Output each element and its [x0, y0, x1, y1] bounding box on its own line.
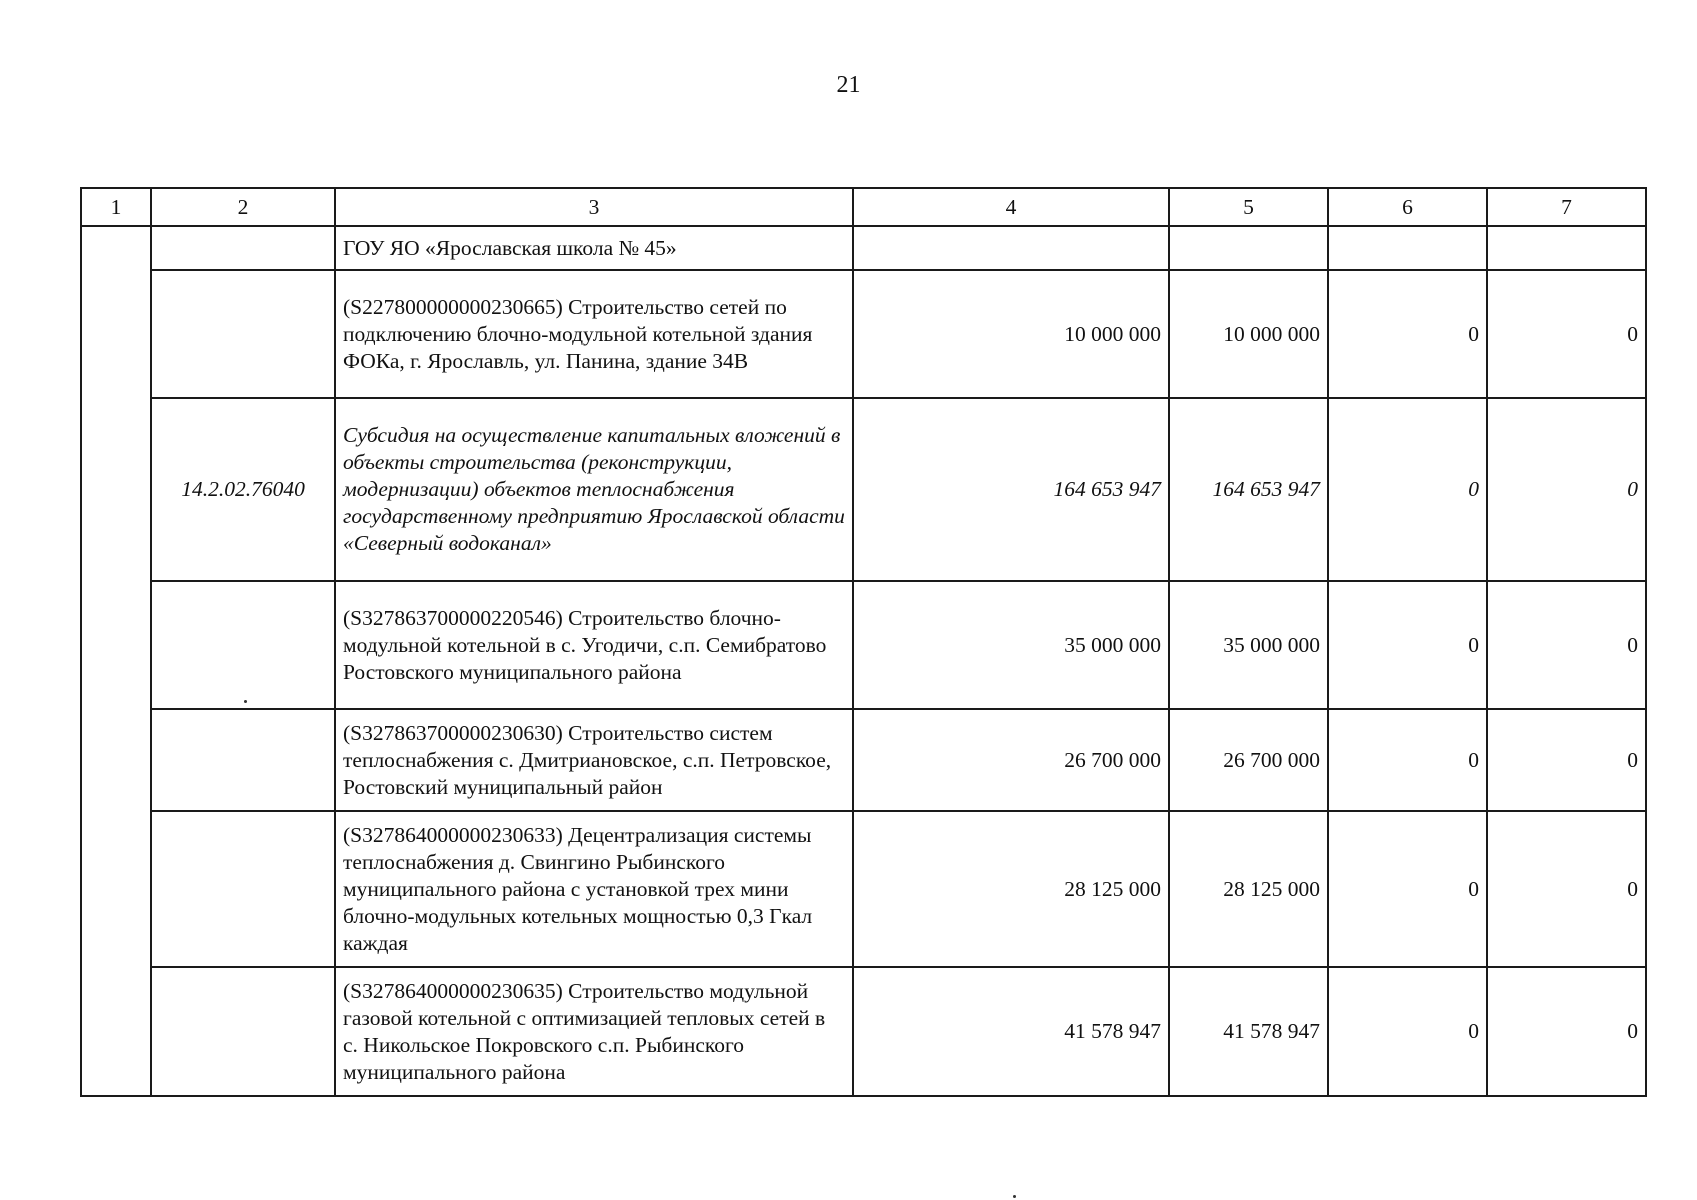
row-description-cell: (S327863700000220546) Строительство блочно-модульной котельной в с. Угодичи, с.п. Семибратово Ростовского муниципального района — [335, 581, 853, 709]
row-code-cell — [151, 581, 335, 709]
row-col4-value — [853, 226, 1169, 270]
row-code-cell — [151, 270, 335, 398]
scan-speck — [1013, 1195, 1016, 1198]
row-col6-value: 0 — [1328, 811, 1487, 967]
column-header-5: 5 — [1169, 188, 1328, 226]
table-row — [81, 581, 1646, 709]
row-code-cell — [151, 709, 335, 811]
row-col5-value: 41 578 947 — [1169, 967, 1328, 1096]
table-row — [81, 709, 1646, 811]
row-col5-value: 164 653 947 — [1169, 398, 1328, 581]
row-col5-value — [1169, 226, 1328, 270]
column-header-3: 3 — [335, 188, 853, 226]
table-row — [81, 270, 1646, 398]
scan-speck — [244, 700, 247, 703]
column-header-2: 2 — [151, 188, 335, 226]
column-header-7: 7 — [1487, 188, 1646, 226]
table-row-italic — [81, 398, 1646, 581]
row-col4-value: 41 578 947 — [853, 967, 1169, 1096]
row-col6-value: 0 — [1328, 270, 1487, 398]
row-code-cell — [151, 967, 335, 1096]
row-col7-value: 0 — [1487, 709, 1646, 811]
row-col5-value: 26 700 000 — [1169, 709, 1328, 811]
row-col7-value: 0 — [1487, 811, 1646, 967]
row-col6-value: 0 — [1328, 398, 1487, 581]
row-description-cell: (S327864000000230633) Децентрализация системы теплоснабжения д. Свингино Рыбинского муниципального района с установкой трех мини блочно-модульных котельных мощностью 0,3 Гкал каждая — [335, 811, 853, 967]
row-col7-value — [1487, 226, 1646, 270]
row-col6-value — [1328, 226, 1487, 270]
row-col6-value: 0 — [1328, 581, 1487, 709]
row-description-cell: ГОУ ЯО «Ярославская школа № 45» — [335, 226, 853, 270]
table-row — [81, 811, 1646, 967]
row-col7-value: 0 — [1487, 967, 1646, 1096]
row-col4-value: 10 000 000 — [853, 270, 1169, 398]
column-header-6: 6 — [1328, 188, 1487, 226]
row-col7-value: 0 — [1487, 270, 1646, 398]
row-col5-value: 28 125 000 — [1169, 811, 1328, 967]
row-col4-value: 28 125 000 — [853, 811, 1169, 967]
column-header-4: 4 — [853, 188, 1169, 226]
row-col7-value: 0 — [1487, 398, 1646, 581]
column-number-header-row — [81, 188, 1646, 226]
row-col6-value: 0 — [1328, 709, 1487, 811]
row-col6-value: 0 — [1328, 967, 1487, 1096]
table-row — [81, 967, 1646, 1096]
row-code-cell — [151, 811, 335, 967]
row-col5-value: 35 000 000 — [1169, 581, 1328, 709]
column-header-1: 1 — [81, 188, 151, 226]
row-col4-value: 35 000 000 — [853, 581, 1169, 709]
budget-table — [80, 187, 1647, 1097]
page-number: 21 — [836, 72, 861, 98]
row-col4-value: 26 700 000 — [853, 709, 1169, 811]
row-col5-value: 10 000 000 — [1169, 270, 1328, 398]
row-description-cell: (S327864000000230635) Строительство модульной газовой котельной с оптимизацией тепловых сетей в с. Никольское Покровского с.п. Рыбинского муниципального района — [335, 967, 853, 1096]
row-col7-value: 0 — [1487, 581, 1646, 709]
row-description-cell: (S227800000000230665) Строительство сетей по подключению блочно-модульной котельной здания ФОКа, г. Ярославль, ул. Панина, здание 34В — [335, 270, 853, 398]
merged-column-1-cell — [81, 226, 151, 1096]
row-col4-value: 164 653 947 — [853, 398, 1169, 581]
table-row — [81, 226, 1646, 270]
row-description-cell: (S327863700000230630) Строительство систем теплоснабжения с. Дмитриановское, с.п. Петровское, Ростовский муниципальный район — [335, 709, 853, 811]
row-code-cell: 14.2.02.76040 — [151, 398, 335, 581]
row-code-cell — [151, 226, 335, 270]
row-description-cell: Субсидия на осуществление капитальных вложений в объекты строительства (реконструкции, модернизации) объектов теплоснабжения государственному предприятию Ярославской области «Северный водоканал» — [335, 398, 853, 581]
